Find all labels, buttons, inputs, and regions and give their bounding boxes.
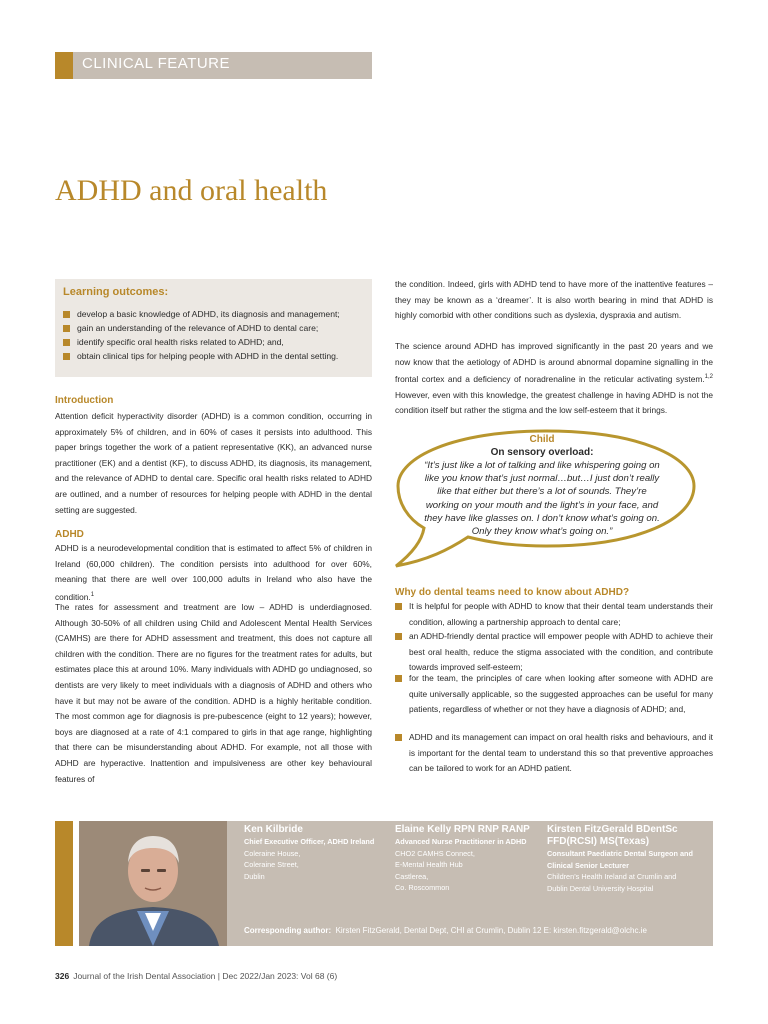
author-address-line: E-Mental Health Hub — [395, 860, 463, 869]
author-photo — [79, 821, 227, 946]
learning-outcome-item: develop a basic knowledge of ADHD, its diagnosis and management; — [63, 309, 340, 319]
bullet-square-icon — [63, 325, 70, 332]
learning-outcome-item: identify specific oral health risks related to ADHD; and, — [63, 337, 284, 347]
author-address-line: Co. Roscommon — [395, 883, 450, 892]
bullet-square-icon — [63, 353, 70, 360]
author-address-line: Dublin — [244, 871, 265, 881]
author-name: Elaine Kelly RPN RNP RANP — [395, 824, 530, 835]
adhd-paragraph-1: ADHD is a neurodevelopmental condition that is estimated to affect 5% of children in Ireland (60,000 children). The condition persists into adulthood for over 60%, meaning that there are well over 100,000 adults in Ireland who also have the condition.$^1$ — [55, 543, 372, 602]
why-heading: Why do dental teams need to know about ADHD? — [395, 587, 630, 598]
article-title: ADHD and oral health — [55, 174, 328, 207]
learning-outcome-item: obtain clinical tips for helping people with ADHD in the dental setting. — [63, 351, 338, 361]
right-column-paragraph-2: The science around ADHD has improved significantly in the past 20 years and we now know that the aetiology of ADHD is around abnormal dopamine signalling in the frontal cortex and a deficiency of noradrenaline in the reticular activating system.$^{1,2}$ However, even with this knowledge, the greatest challenge in having ADHD is not the condition itself but rather the stigma and the low self-esteem that it brings. — [395, 341, 713, 416]
author-role: Chief Executive Officer, ADHD Ireland — [244, 837, 375, 846]
why-list-item: ADHD and its management can impact on oral health risks and behaviours, and it is important for the dental team to understand this so that preventive approaches can be tailored to work for an ADHD patient. — [395, 730, 713, 777]
bullet-square-icon — [395, 675, 402, 682]
author-address-line: Coleraine Street, — [244, 860, 299, 869]
author-name: Ken Kilbride — [244, 824, 303, 835]
introduction-heading: Introduction — [55, 395, 114, 406]
reference-marker: 1,2 — [704, 374, 713, 381]
corresponding-author: Corresponding author: Kirsten FitzGerald, Dental Dept, CHI at Crumlin, Dublin 12 E: kirsten.fitzgerald@olchc.ie — [244, 926, 647, 935]
adhd-paragraph-2: The rates for assessment and treatment are low – ADHD is underdiagnosed. Although 30-50% of all children using Child and Adolescent Mental Health Services (CAMHS) are there for ADHD assessment and treatment, this does not capture all children with the condition. There are no figures for the treatment rates for adults, but estimates place this at around 10%. Many individuals with ADHD go undiagnosed, so dentists are very likely to meet individuals with a diagnosis of ADHD and others who have it but may not be aware of the condition. ADHD is a highly heritable condition. The most common age for diagnosis is pre-pubescence (eight to 12 years); however, boys are diagnosed at a rate of 4:1 compared to girls in that age range, highlighting that there can be misunderstanding about ADHD. For example, not all those with ADHD are hyperactive. Inattention and impulsiveness are other key behavioural features of — [55, 602, 372, 784]
right-column-paragraph-1: the condition. Indeed, girls with ADHD tend to have more of the inattentive features – they may be known as a ‘dreamer’. It is also worth bearing in mind that ADHD is highly comorbid with other conditions such as dyslexia, dyspraxia and autism. — [395, 279, 713, 321]
quote-text: “It’s just like a lot of talking and like whispering going on like you know that’s just normal…but…I just don’t really like that either but there’s a lot of sounds. They’re working on your mouth and the light’s in your face, and they have like glasses on. I don’t know what’s going on. Only they know what’s going on.” — [424, 460, 660, 538]
journal-citation: Journal of the Irish Dental Association | Dec 2022/Jan 2023: Vol 68 (6) — [73, 971, 338, 981]
page-number: 326 — [55, 971, 70, 981]
bullet-square-icon — [395, 603, 402, 610]
quote-speaker: Child — [529, 434, 555, 445]
author-card — [244, 824, 389, 882]
bullet-square-icon — [395, 734, 402, 741]
why-list-item: an ADHD-friendly dental practice will empower people with ADHD to achieve their best oral health, reduce the stigma associated with the condition, and contribute towards improved self-esteem; — [395, 629, 713, 676]
author-card — [547, 824, 710, 894]
author-address-line: Coleraine House, — [244, 848, 301, 858]
reference-marker: 1 — [90, 591, 95, 598]
why-list-item: for the team, the principles of care when looking after someone with ADHD are quite universally applicable, so the suggested approaches can be useful for many patients, regardless of whether or not they have a diagnosis of ADHD; and, — [395, 671, 713, 718]
quote-subtitle: On sensory overload: — [490, 447, 594, 458]
introduction-text: Attention deficit hyperactivity disorder (ADHD) is a common condition, occurring in approximately 5% of children, and in 60% of cases it persists into adulthood. This paper brings together the work of a patient representative (KK), an advanced nurse practitioner (EK) and a dentist (KF), to discuss ADHD, its diagnosis, its management, and the relevance of ADHD to dental care. Specific oral health risks related to ADHD are outlined, and a number of resources for helping people with ADHD in the dental setting are suggested. — [55, 411, 372, 515]
author-address-line: Children’s Health Ireland at Crumlin and — [547, 872, 677, 881]
page-footer — [55, 971, 337, 981]
bullet-square-icon — [63, 311, 70, 318]
author-address-line: Dublin Dental University Hospital — [547, 883, 654, 893]
header-accent-block — [55, 52, 73, 79]
adhd-heading: ADHD — [55, 529, 84, 540]
bullet-square-icon — [395, 633, 402, 640]
section-label: CLINICAL FEATURE — [82, 55, 231, 72]
learning-outcome-item: gain an understanding of the relevance of ADHD to dental care; — [63, 323, 318, 333]
author-role: Consultant Paediatric Dental Surgeon and Clinical Senior Lecturer — [547, 849, 693, 870]
author-address-line: Castlerea, — [395, 871, 429, 881]
author-name: Kirsten FitzGerald BDentSc FFD(RCSI) MS(Texas) — [547, 824, 678, 847]
author-card — [395, 824, 537, 894]
bullet-square-icon — [63, 339, 70, 346]
why-list-item: It is helpful for people with ADHD to know that their dental team understands their condition, allowing a partnership approach to dental care; — [395, 599, 713, 630]
author-accent-block — [55, 821, 73, 946]
learning-outcomes-heading: Learning outcomes: — [63, 286, 169, 298]
author-role: Advanced Nurse Practitioner in ADHD — [395, 837, 527, 846]
author-address-line: CHO2 CAMHS Connect, — [395, 848, 475, 858]
